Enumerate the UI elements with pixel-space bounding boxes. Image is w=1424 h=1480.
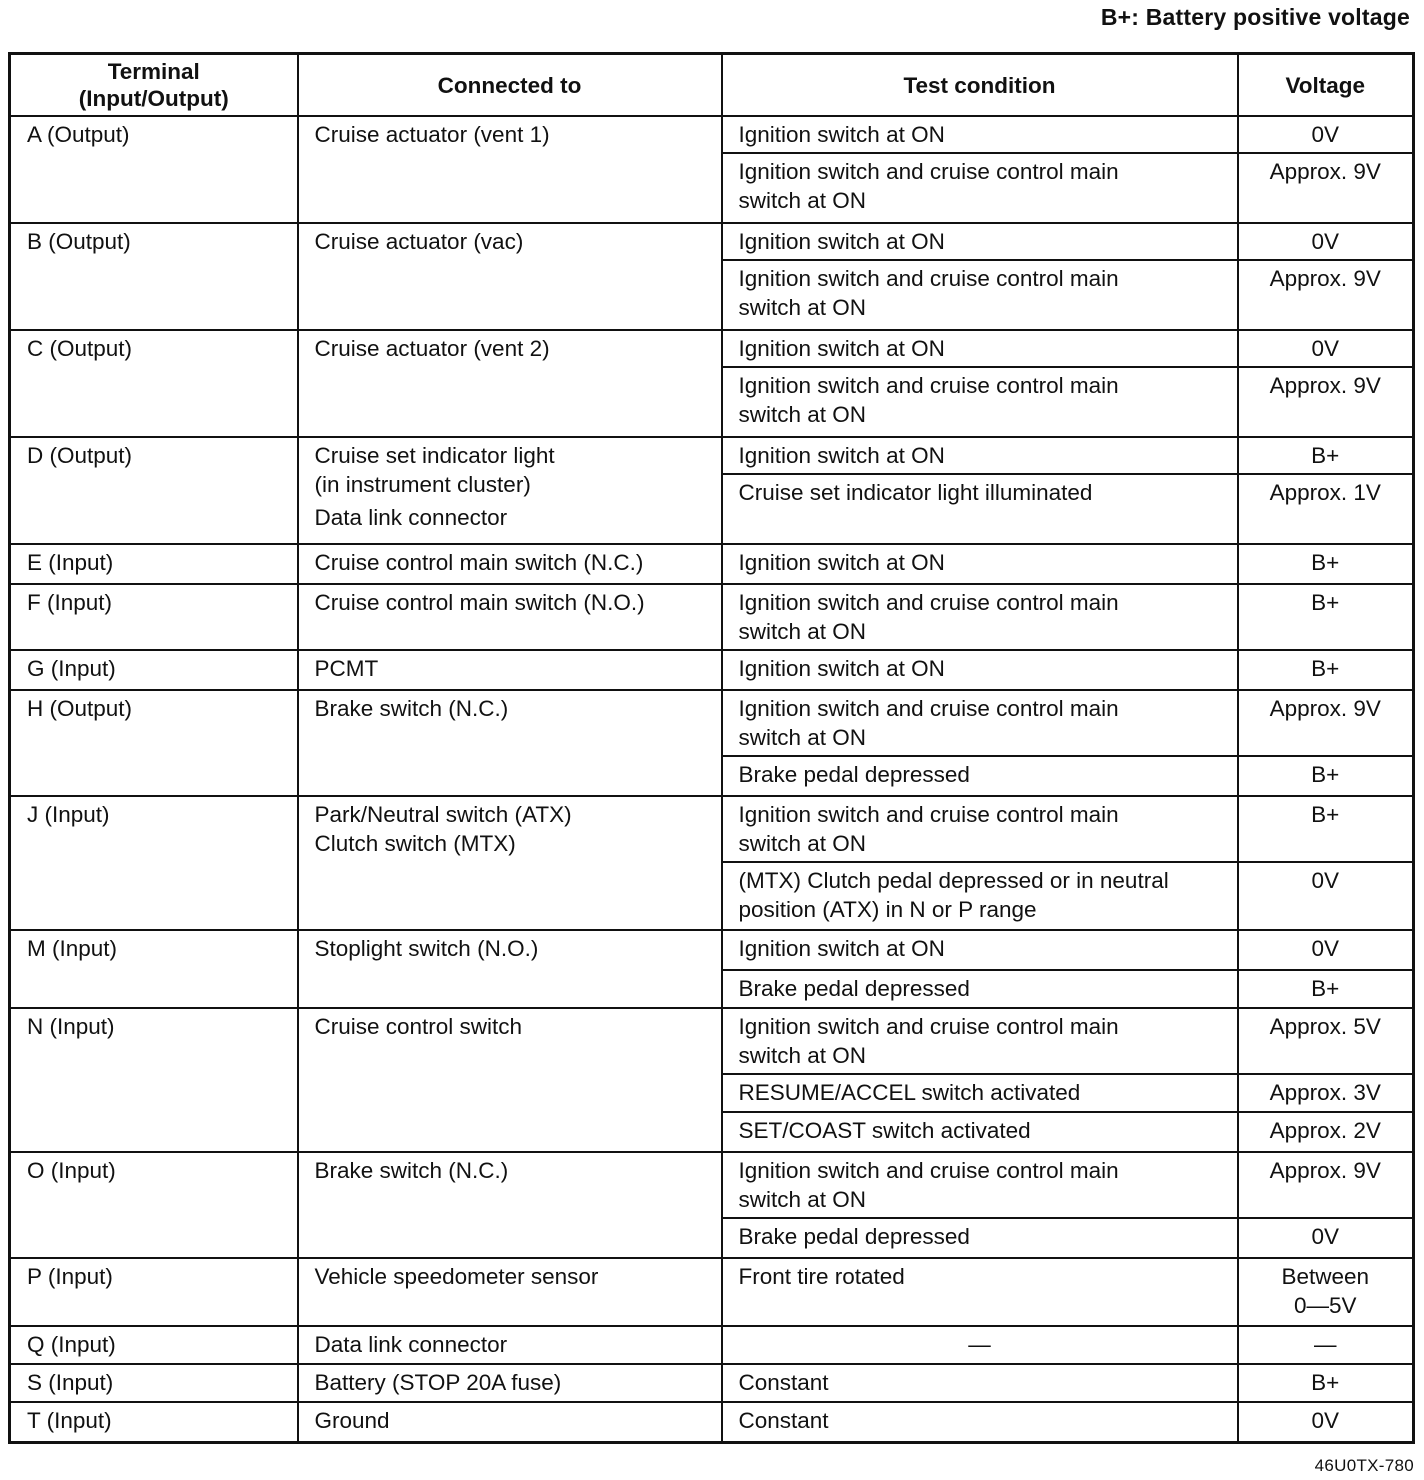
- connected-cell: Park/Neutral switch (ATX) Clutch switch (MTX): [298, 796, 722, 930]
- header-row: [10, 54, 1414, 117]
- table-row: [10, 1258, 1414, 1326]
- condition-cell: —: [722, 1326, 1238, 1364]
- table-row: [10, 796, 1414, 862]
- table-row: [10, 1364, 1414, 1402]
- voltage-cell: B+: [1238, 756, 1414, 796]
- condition-cell: Ignition switch and cruise control main switch at ON: [722, 584, 1238, 650]
- voltage-cell: Between 0—5V: [1238, 1258, 1414, 1326]
- condition-cell: Ignition switch and cruise control main switch at ON: [722, 260, 1238, 330]
- connected-cell: Cruise actuator (vac): [298, 223, 722, 330]
- table-row: [10, 1008, 1414, 1074]
- condition-cell: Ignition switch at ON: [722, 650, 1238, 690]
- condition-cell: Constant: [722, 1364, 1238, 1402]
- terminal-cell: O (Input): [10, 1152, 298, 1258]
- terminal-cell: Q (Input): [10, 1326, 298, 1364]
- condition-cell: Ignition switch and cruise control main switch at ON: [722, 367, 1238, 437]
- terminal-cell: N (Input): [10, 1008, 298, 1152]
- voltage-cell: Approx. 3V: [1238, 1074, 1414, 1112]
- condition-cell: Ignition switch at ON: [722, 437, 1238, 474]
- condition-cell: SET/COAST switch activated: [722, 1112, 1238, 1152]
- terminal-cell: B (Output): [10, 223, 298, 330]
- condition-cell: Brake pedal depressed: [722, 970, 1238, 1008]
- condition-cell: Front tire rotated: [722, 1258, 1238, 1326]
- header-voltage: Voltage: [1238, 54, 1414, 117]
- terminal-cell: S (Input): [10, 1364, 298, 1402]
- table-row: [10, 330, 1414, 367]
- connected-cell: Cruise control switch: [298, 1008, 722, 1152]
- header-connected: Connected to: [298, 54, 722, 117]
- connected-cell: Brake switch (N.C.): [298, 690, 722, 796]
- voltage-cell: 0V: [1238, 1218, 1414, 1258]
- header-terminal: [10, 54, 298, 117]
- header-terminal-line2: (Input/Output): [78, 86, 229, 111]
- voltage-cell: Approx. 9V: [1238, 690, 1414, 756]
- connected-cell: Battery (STOP 20A fuse): [298, 1364, 722, 1402]
- voltage-cell: Approx. 2V: [1238, 1112, 1414, 1152]
- voltage-cell: 0V: [1238, 330, 1414, 367]
- condition-cell: Ignition switch and cruise control main switch at ON: [722, 1008, 1238, 1074]
- condition-cell: Ignition switch at ON: [722, 116, 1238, 153]
- connected-cell: Data link connector: [298, 1326, 722, 1364]
- terminal-cell: J (Input): [10, 796, 298, 930]
- terminal-cell: G (Input): [10, 650, 298, 690]
- table-row: [10, 1402, 1414, 1442]
- voltage-cell: B+: [1238, 1364, 1414, 1402]
- voltage-cell: B+: [1238, 796, 1414, 862]
- table-row: [10, 650, 1414, 690]
- voltage-cell: 0V: [1238, 930, 1414, 970]
- table-row: [10, 690, 1414, 756]
- connected-cell: Cruise control main switch (N.C.): [298, 544, 722, 584]
- condition-cell: Ignition switch and cruise control main switch at ON: [722, 1152, 1238, 1218]
- table-row: [10, 116, 1414, 153]
- terminal-cell: T (Input): [10, 1402, 298, 1442]
- voltage-cell: Approx. 5V: [1238, 1008, 1414, 1074]
- condition-cell: RESUME/ACCEL switch activated: [722, 1074, 1238, 1112]
- terminal-voltage-table: [8, 52, 1415, 1444]
- voltage-cell: Approx. 9V: [1238, 367, 1414, 437]
- condition-cell: Ignition switch at ON: [722, 544, 1238, 584]
- voltage-cell: —: [1238, 1326, 1414, 1364]
- table-row: [10, 584, 1414, 650]
- voltage-cell: B+: [1238, 970, 1414, 1008]
- table-row: [10, 930, 1414, 970]
- voltage-cell: Approx. 9V: [1238, 153, 1414, 223]
- condition-cell: Ignition switch at ON: [722, 223, 1238, 260]
- connected-cell: Ground: [298, 1402, 722, 1442]
- condition-cell: (MTX) Clutch pedal depressed or in neutral position (ATX) in N or P range: [722, 862, 1238, 930]
- connected-cell: PCMT: [298, 650, 722, 690]
- condition-cell: Ignition switch and cruise control main switch at ON: [722, 796, 1238, 862]
- terminal-cell: A (Output): [10, 116, 298, 223]
- terminal-cell: F (Input): [10, 584, 298, 650]
- voltage-cell: 0V: [1238, 116, 1414, 153]
- table-row: [10, 1152, 1414, 1218]
- terminal-cell: C (Output): [10, 330, 298, 437]
- voltage-cell: 0V: [1238, 862, 1414, 930]
- voltage-cell: 0V: [1238, 1402, 1414, 1442]
- header-terminal-line1: Terminal: [107, 59, 200, 84]
- connected-cell: Cruise actuator (vent 1): [298, 116, 722, 223]
- connected-cell: Cruise control main switch (N.O.): [298, 584, 722, 650]
- voltage-cell: B+: [1238, 544, 1414, 584]
- condition-cell: Ignition switch and cruise control main switch at ON: [722, 153, 1238, 223]
- legend: B+: Battery positive voltage: [1100, 4, 1410, 30]
- condition-cell: Constant: [722, 1402, 1238, 1442]
- terminal-cell: M (Input): [10, 930, 298, 1008]
- connected-cell: Cruise actuator (vent 2): [298, 330, 722, 437]
- terminal-cell: E (Input): [10, 544, 298, 584]
- terminal-cell: H (Output): [10, 690, 298, 796]
- figure-code: 46U0TX-780: [1314, 1456, 1414, 1475]
- table-row: [10, 1326, 1414, 1364]
- condition-cell: Ignition switch at ON: [722, 930, 1238, 970]
- condition-cell: Ignition switch at ON: [722, 330, 1238, 367]
- connected-cell: Vehicle speedometer sensor: [298, 1258, 722, 1326]
- voltage-cell: Approx. 1V: [1238, 474, 1414, 544]
- header-condition: Test condition: [722, 54, 1238, 117]
- table-row: [10, 544, 1414, 584]
- voltage-cell: B+: [1238, 650, 1414, 690]
- voltage-cell: B+: [1238, 437, 1414, 474]
- table-row: [10, 223, 1414, 260]
- condition-cell: Cruise set indicator light illuminated: [722, 474, 1238, 544]
- condition-cell: Brake pedal depressed: [722, 756, 1238, 796]
- voltage-cell: Approx. 9V: [1238, 260, 1414, 330]
- voltage-cell: 0V: [1238, 223, 1414, 260]
- voltage-cell: Approx. 9V: [1238, 1152, 1414, 1218]
- connected-cell: Cruise set indicator light (in instrument cluster) Data link connector: [298, 437, 722, 544]
- condition-cell: Brake pedal depressed: [722, 1218, 1238, 1258]
- connected-cell: Stoplight switch (N.O.): [298, 930, 722, 1008]
- terminal-cell: P (Input): [10, 1258, 298, 1326]
- voltage-cell: B+: [1238, 584, 1414, 650]
- condition-cell: Ignition switch and cruise control main switch at ON: [722, 690, 1238, 756]
- terminal-cell: D (Output): [10, 437, 298, 544]
- table-row: [10, 437, 1414, 474]
- connected-cell: Brake switch (N.C.): [298, 1152, 722, 1258]
